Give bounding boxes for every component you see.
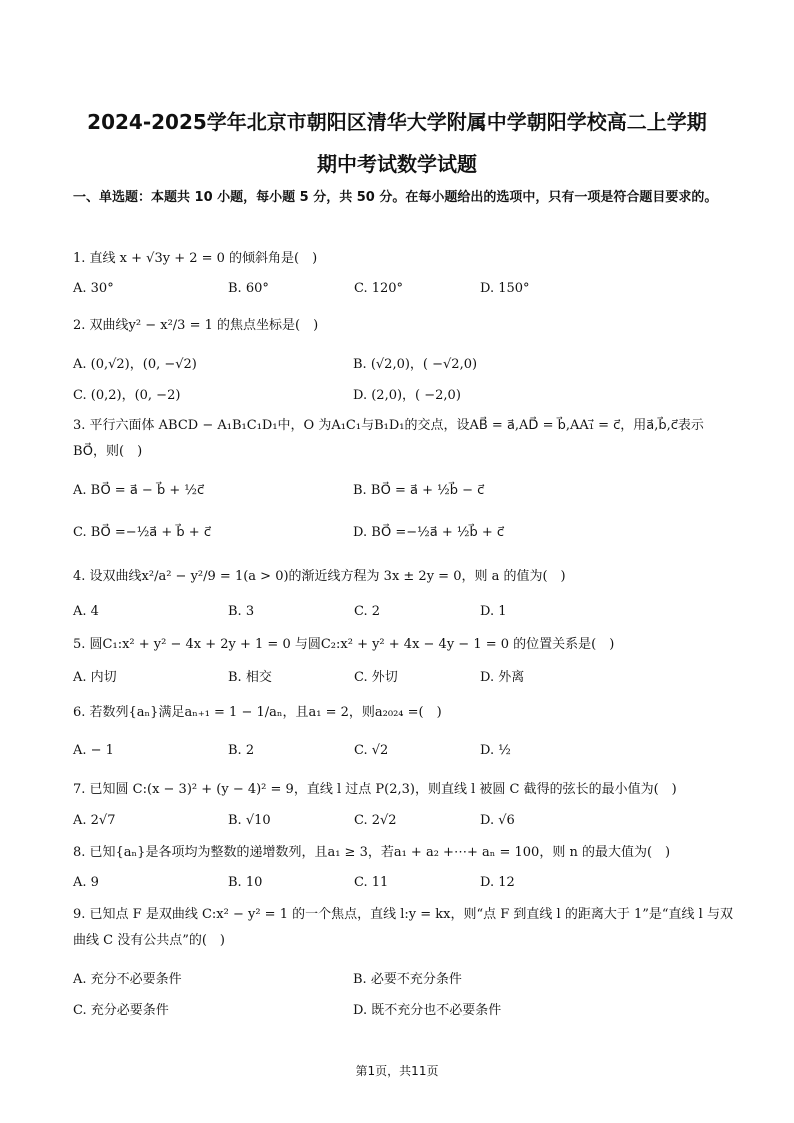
option-b: B. √10 — [228, 813, 271, 828]
option-c: C. BO⃗ =−½a⃗ + b⃗ + c⃗ — [73, 525, 211, 540]
option-row — [73, 999, 733, 1027]
option-d: D. 150° — [480, 281, 530, 296]
question-stem: 2. 双曲线y² − x²/3 = 1 的焦点坐标是( ) — [73, 318, 319, 333]
option-b: B. 10 — [228, 875, 263, 890]
option-row — [73, 384, 733, 412]
question-stem: 9. 已知点 F 是双曲线 C:x² − y² = 1 的一个焦点，直线 l:y = kx，则“点 F 到直线 l 的距离大于 1”是“直线 l 与双曲线 C 没有公共点”的( ) — [73, 907, 733, 948]
option-d: D. 12 — [480, 875, 515, 890]
option-d: D. 外离 — [480, 670, 525, 685]
option-c: C. 2 — [354, 604, 381, 619]
option-a: A. BO⃗ = a⃗ − b⃗ + ½c⃗ — [73, 483, 205, 498]
option-row — [73, 743, 733, 771]
option-d: D. ½ — [480, 743, 511, 758]
page-footer: 第1页，共11页 — [355, 1064, 439, 1078]
option-c: C. 外切 — [354, 670, 398, 685]
option-a: A. 30° — [73, 281, 114, 296]
option-a: A. 内切 — [73, 670, 117, 685]
option-row — [73, 281, 733, 309]
option-b: B. 3 — [228, 604, 255, 619]
option-d: D. BO⃗ =−½a⃗ + ½b⃗ + c⃗ — [353, 525, 505, 540]
option-row — [73, 813, 733, 841]
option-d: D. 既不充分也不必要条件 — [353, 1003, 502, 1018]
option-b: B. (√2,0)，( −√2,0) — [353, 357, 478, 372]
option-a: A. 9 — [73, 875, 99, 890]
option-d: D. 1 — [480, 604, 507, 619]
option-row — [73, 525, 733, 553]
option-a: A. (0,√2)，(0, −√2) — [73, 357, 197, 372]
option-row — [73, 875, 733, 903]
option-d: D. √6 — [480, 813, 515, 828]
question-stem: 6. 若数列{aₙ}满足aₙ₊₁ = 1 − 1/aₙ，且a₁ = 2，则a₂₀₂₄ =( ) — [73, 705, 442, 720]
option-b: B. BO⃗ = a⃗ + ½b⃗ − c⃗ — [353, 483, 485, 498]
page-title-line1: 2024-2025学年北京市朝阳区清华大学附属中学朝阳学校高二上学期 — [87, 110, 707, 134]
option-row — [73, 666, 733, 694]
question-stem: 8. 已知{aₙ}是各项均为整数的递增数列，且a₁ ≥ 3，若a₁ + a₂ +⋯+ aₙ = 100，则 n 的最大值为( ) — [73, 845, 671, 860]
option-b: B. 必要不充分条件 — [353, 972, 462, 987]
option-c: C. √2 — [354, 743, 389, 758]
page-title-line2: 期中考试数学试题 — [317, 152, 477, 176]
option-row — [73, 968, 733, 996]
option-c: C. 充分必要条件 — [73, 1003, 169, 1018]
question-stem: 4. 设双曲线x²/a² − y²/9 = 1(a > 0)的渐近线方程为 3x ± 2y = 0，则 a 的值为( ) — [73, 569, 566, 584]
option-c: C. 11 — [354, 875, 389, 890]
option-a: A. 2√7 — [73, 813, 116, 828]
option-d: D. (2,0)，( −2,0) — [353, 388, 461, 403]
question-stem: 7. 已知圆 C:(x − 3)² + (y − 4)² = 9，直线 l 过点 P(2,3)，则直线 l 被圆 C 截得的弦长的最小值为( ) — [73, 782, 677, 797]
option-c: C. 120° — [354, 281, 404, 296]
question-stem: 3. 平行六面体 ABCD − A₁B₁C₁D₁中，O 为A₁C₁与B₁D₁的交点，设AB⃗ = a⃗,AD⃗ = b⃗,AA₁⃗ = c⃗，用a⃗,b⃗,c⃗表示BO⃗，则( ) — [73, 418, 704, 459]
option-c: C. (0,2)，(0, −2) — [73, 388, 181, 403]
option-c: C. 2√2 — [354, 813, 397, 828]
question-stem: 1. 直线 x + √3y + 2 = 0 的倾斜角是( ) — [73, 251, 318, 266]
question-stem: 5. 圆C₁:x² + y² − 4x + 2y + 1 = 0 与圆C₂:x² + y² + 4x − 4y − 1 = 0 的位置关系是( ) — [73, 637, 615, 652]
option-row — [73, 604, 733, 632]
option-row — [73, 483, 733, 511]
option-row — [73, 353, 733, 381]
section-heading: 一、单选题：本题共 10 小题，每小题 5 分，共 50 分。在每小题给出的选项中，只有一项是符合题目要求的。 — [73, 190, 718, 205]
option-a: A. − 1 — [73, 743, 114, 758]
option-b: B. 相交 — [228, 670, 272, 685]
option-a: A. 充分不必要条件 — [73, 972, 182, 987]
option-b: B. 60° — [228, 281, 269, 296]
option-a: A. 4 — [73, 604, 99, 619]
option-b: B. 2 — [228, 743, 255, 758]
